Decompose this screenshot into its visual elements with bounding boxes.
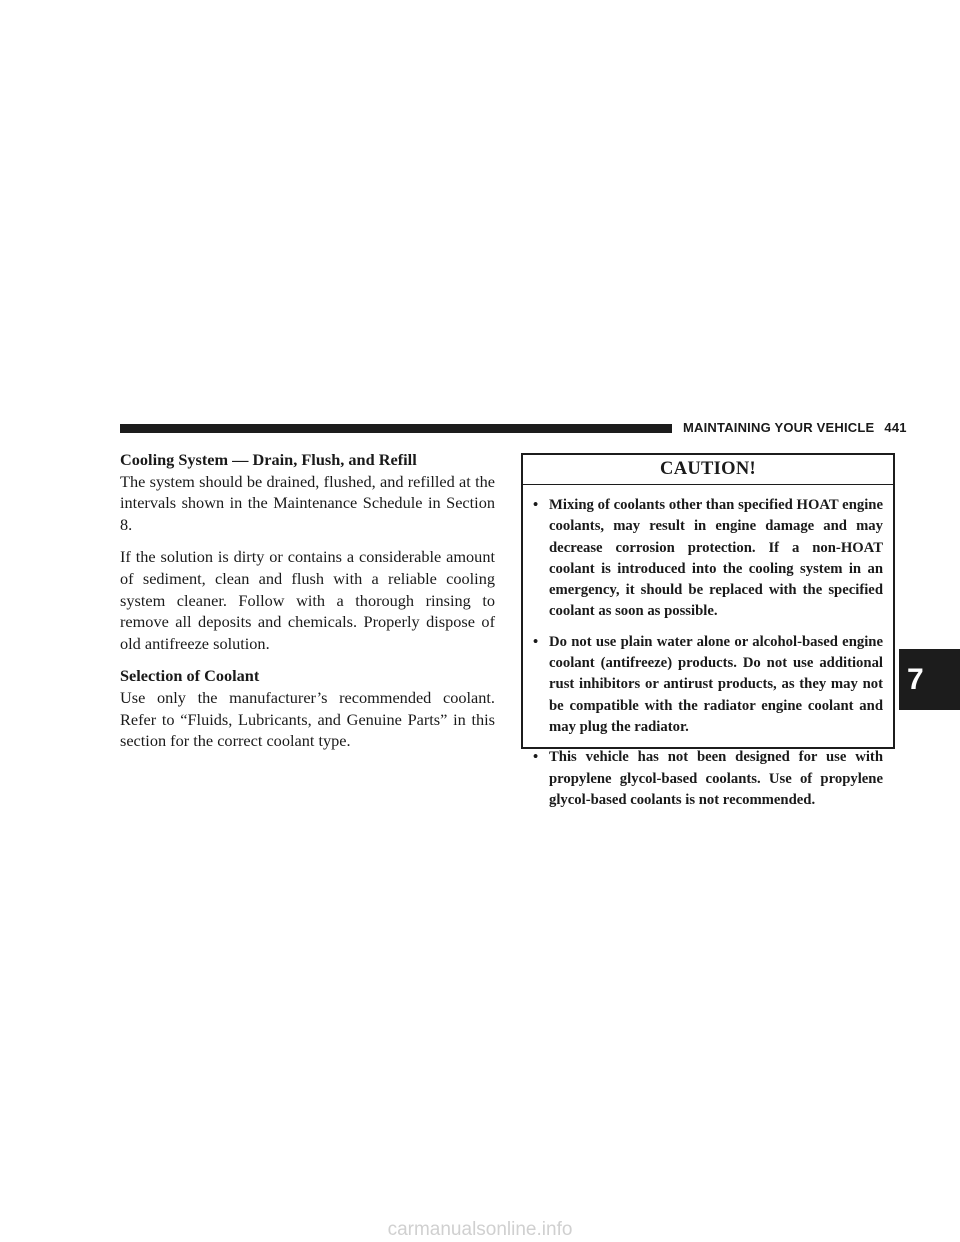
paragraph-drain-intervals: The system should be drained, flushed, and refilled at the intervals shown in the Maintenance Schedule in Section 8. [120, 471, 495, 534]
caution-title: CAUTION! [523, 455, 893, 485]
watermark: carmanualsonline.info [387, 1219, 573, 1240]
section-title: MAINTAINING YOUR VEHICLE [683, 420, 875, 435]
caution-item-text: Do not use plain water alone or alcohol-based engine coolant (antifreeze) products. Do not use additional rust inhibitors or antirust products, as they may not be compatible with the radiator engine coolant and may plug the radiator. [549, 633, 883, 735]
bullet-icon: • [533, 497, 539, 513]
bullet-icon: • [533, 749, 539, 766]
running-header [683, 420, 907, 435]
caution-item [533, 632, 883, 738]
heading-cooling-system: Cooling System — Drain, Flush, and Refill [120, 450, 417, 469]
paragraph-dirty-solution: If the solution is dirty or contains a considerable amount of sediment, clean and flush with a reliable cooling system cleaner. Follow with a thorough rinsing to remove all deposits and chemicals. Properly dispose of old antifreeze solution. [120, 547, 495, 653]
page-number: 441 [884, 420, 907, 435]
bullet-icon: • [533, 633, 539, 650]
paragraph-recommended-coolant: Use only the manufacturer’s recommended coolant. Refer to “Fluids, Lubricants, and Genuine Parts” in this section for the correct coolant type. [120, 687, 495, 751]
caution-item-text: This vehicle has not been designed for use with propylene glycol-based coolants. Use of propylene glycol-based coolants is not recommended. [549, 749, 883, 808]
caution-box [521, 453, 895, 808]
header-rule [120, 424, 672, 433]
left-column [120, 449, 495, 763]
caution-item [533, 747, 883, 811]
heading-selection-of-coolant: Selection of Coolant [120, 666, 260, 686]
caution-list [523, 485, 893, 811]
caution-item [533, 495, 883, 623]
caution-item-text: Mixing of coolants other than specified HOAT engine coolants, may result in engine damage and may decrease corrosion protection. If a non-HOAT coolant is introduced into the cooling system in an emergency, it should be replaced with the specified coolant as soon as possible. [549, 497, 883, 620]
section-tab: 7 [899, 649, 960, 710]
